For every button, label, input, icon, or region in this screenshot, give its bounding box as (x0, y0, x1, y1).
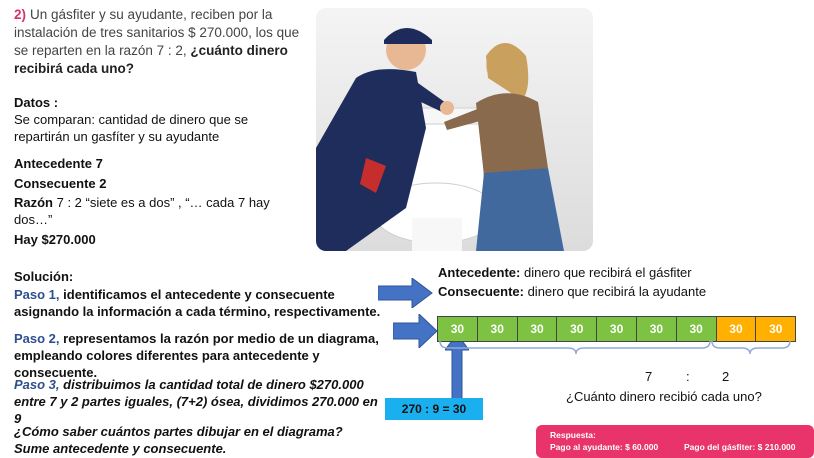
diagram-braces (438, 341, 794, 355)
consequent-segment: 30 (755, 316, 796, 342)
paso2-label: Paso 2, (14, 331, 60, 346)
antecedent-segment: 30 (636, 316, 677, 342)
answer-ayudante: Pago al ayudante: $ 60.000 (550, 442, 659, 452)
calculation-box: 270 : 9 = 30 (385, 398, 483, 420)
ratio-separator: : (686, 369, 690, 384)
consequent-segment: 30 (716, 316, 757, 342)
answer-gasfiter: Pago del gásfiter: $ 210.000 (684, 442, 796, 452)
antecedent-segment: 30 (477, 316, 518, 342)
paso3 (14, 376, 384, 427)
antecedent-segment: 30 (517, 316, 558, 342)
razon-value: 7 : 2 “siete es a dos” , “… cada 7 hay dos…” (14, 195, 270, 227)
paso1 (14, 286, 384, 320)
paso3-text: distribuimos la cantidad total de dinero $270.000 entre 7 y 2 partes iguales, (7+2) ósea, dividimos 270.000 en 9 (14, 377, 378, 426)
antecedent-segment: 30 (596, 316, 637, 342)
plumber-photo (316, 8, 593, 251)
ratio-left: 7 (645, 369, 653, 384)
diagram-question: ¿Cuánto dinero recibió cada uno? (566, 389, 762, 404)
solution-heading: Solución: (14, 269, 74, 284)
paso1-text: identificamos el antecedente y consecuente asignando la información a cada término, respectivamente. (14, 287, 381, 319)
arrow-right-icon (378, 278, 434, 308)
antecedent-segment: 30 (437, 316, 478, 342)
problem-number: 2) (14, 7, 27, 22)
answer-label: Respuesta: (550, 430, 596, 440)
razon-label: Razón (14, 195, 53, 210)
term-consecuente-label: Consecuente: (438, 284, 524, 299)
term-antecedente-text: dinero que recibirá el gásfiter (520, 265, 692, 280)
term-antecedente (438, 264, 692, 281)
paso2-text: representamos la razón por medio de un diagrama, empleando colores diferentes para antecedente y consecuente. (14, 331, 379, 380)
antecedent-segment: 30 (556, 316, 597, 342)
ratio-right: 2 (722, 369, 730, 384)
datos-heading: Datos : (14, 95, 59, 110)
paso2 (14, 330, 394, 381)
problem-text: Un gásfiter y su ayudante, reciben por la instalación de tres sanitarios $ 270.000, los que se reparten en la razón 7 : 2, (14, 7, 300, 58)
arrow-right-icon (393, 314, 439, 348)
datos-description: Se comparan: cantidad de dinero que se repartirán un gasfíter y su ayudante (14, 112, 249, 144)
razon-line (14, 194, 304, 228)
paso3-label: Paso 3, (14, 377, 60, 392)
answer-box (536, 425, 814, 458)
term-antecedente-label: Antecedente: (438, 265, 521, 280)
problem-question: ¿cuánto dinero recibirá cada uno? (14, 43, 288, 76)
solution-question: ¿Cómo saber cuántos partes dibujar en el diagrama? Sume antecedente y consecuente. (14, 424, 343, 456)
paso1-label: Paso 1, (14, 287, 60, 302)
antecedente-value: Antecedente 7 (14, 156, 103, 171)
problem-statement (14, 6, 304, 78)
term-consecuente-text: dinero que recibirá la ayudante (523, 284, 707, 299)
term-consecuente (438, 283, 706, 300)
ratio-diagram (438, 316, 796, 342)
total-amount: Hay $270.000 (14, 232, 96, 247)
antecedent-segment: 30 (676, 316, 717, 342)
consecuente-value: Consecuente 2 (14, 176, 107, 191)
